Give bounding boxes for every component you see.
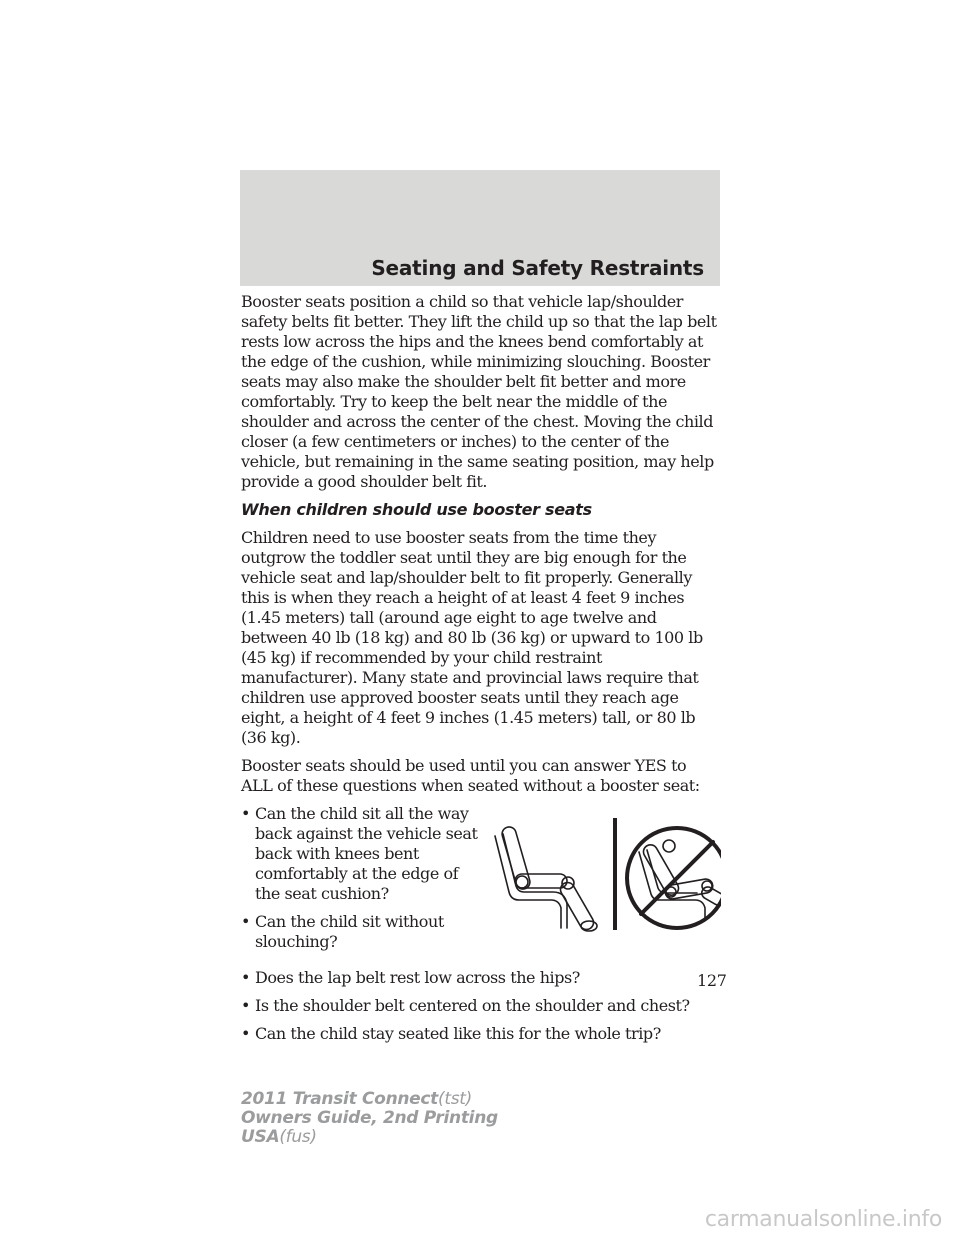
bullet-dot: • (241, 968, 250, 987)
bullet-dot: • (241, 804, 250, 823)
paragraph-questions: Booster seats should be used until you can answer YES to ALL of these questions when seated without a booster seat: (241, 756, 700, 795)
bullet-text: Is the shoulder belt centered on the shoulder and chest? (255, 996, 690, 1015)
bullet-dot: • (241, 996, 250, 1015)
page-content (241, 292, 721, 1052)
section-title: Seating and Safety Restraints (371, 256, 704, 280)
bullet-text: Can the child sit all the way back against the vehicle seat back with knees bent comfortably at the edge of the seat cushion? (255, 804, 478, 903)
bullet-item (241, 804, 481, 904)
bullet-text: Does the lap belt rest low across the hips? (255, 968, 580, 987)
footer-printing-info (241, 1090, 498, 1147)
page-number: 127 (697, 971, 727, 990)
bullet-list-top (241, 804, 481, 960)
subheading: When children should use booster seats (241, 500, 592, 519)
bullet-item (241, 912, 481, 952)
footer-line-3 (241, 1128, 498, 1147)
bullet-text: Can the child sit without slouching? (255, 912, 444, 951)
correct-posture-icon (495, 825, 597, 932)
bullet-text: Can the child stay seated like this for the whole trip? (255, 1024, 661, 1043)
intro-paragraph: Booster seats position a child so that vehicle lap/shoulder safety belts fit better. They lift the child up so that the lap belt rests low across the hips and the knees bend comfortably at the edge of the cushion, while minimizing slouching. Booster seats may also make the shoulder belt fit better and more comfortably. Try to keep the belt near the middle of the shoulder and across the center of the chest. Moving the child closer (a few centimeters or inches) to the center of the vehicle, but remaining in the same seating position, may help provide a good shoulder belt fit. (241, 292, 717, 491)
footer-market: USA (241, 1127, 280, 1147)
footer-line-2: Owners Guide, 2nd Printing (241, 1108, 498, 1128)
paragraph-when-to-use: Children need to use booster seats from the time they outgrow the toddler seat until they are big enough for the vehicle seat and lap/shoulder belt to fit properly. Generally this is when they reach a height of at least 4 feet 9 inches (1.45 meters) tall (around age eight to age twelve and between 40 lb (18 kg) and 80 lb (36 kg) or upward to 100 lb (45 kg) if recommended by your child restraint manufacturer). Many state and provincial laws require that children use approved booster seats until they reach age eight, a height of 4 feet 9 inches (1.45 meters) tall, or 80 lb (36 kg). (241, 528, 703, 747)
footer-line-1 (241, 1090, 498, 1109)
watermark: carmanualsonline.info (704, 1207, 942, 1232)
footer-model: 2011 Transit Connect (241, 1089, 439, 1109)
bullet-dot: • (241, 1024, 250, 1043)
bullet-dot: • (241, 912, 250, 931)
section-header-band (240, 170, 720, 286)
footer-model-code: (tst) (438, 1089, 472, 1109)
bullets-with-figure (241, 804, 721, 960)
bullet-item (241, 968, 721, 988)
bullet-item (241, 1024, 721, 1044)
incorrect-posture-icon (627, 828, 721, 928)
footer-market-code: (fus) (279, 1127, 317, 1147)
booster-seat-posture-illustration (489, 816, 721, 932)
divider-bar (613, 818, 617, 930)
bullet-item (241, 996, 721, 1016)
